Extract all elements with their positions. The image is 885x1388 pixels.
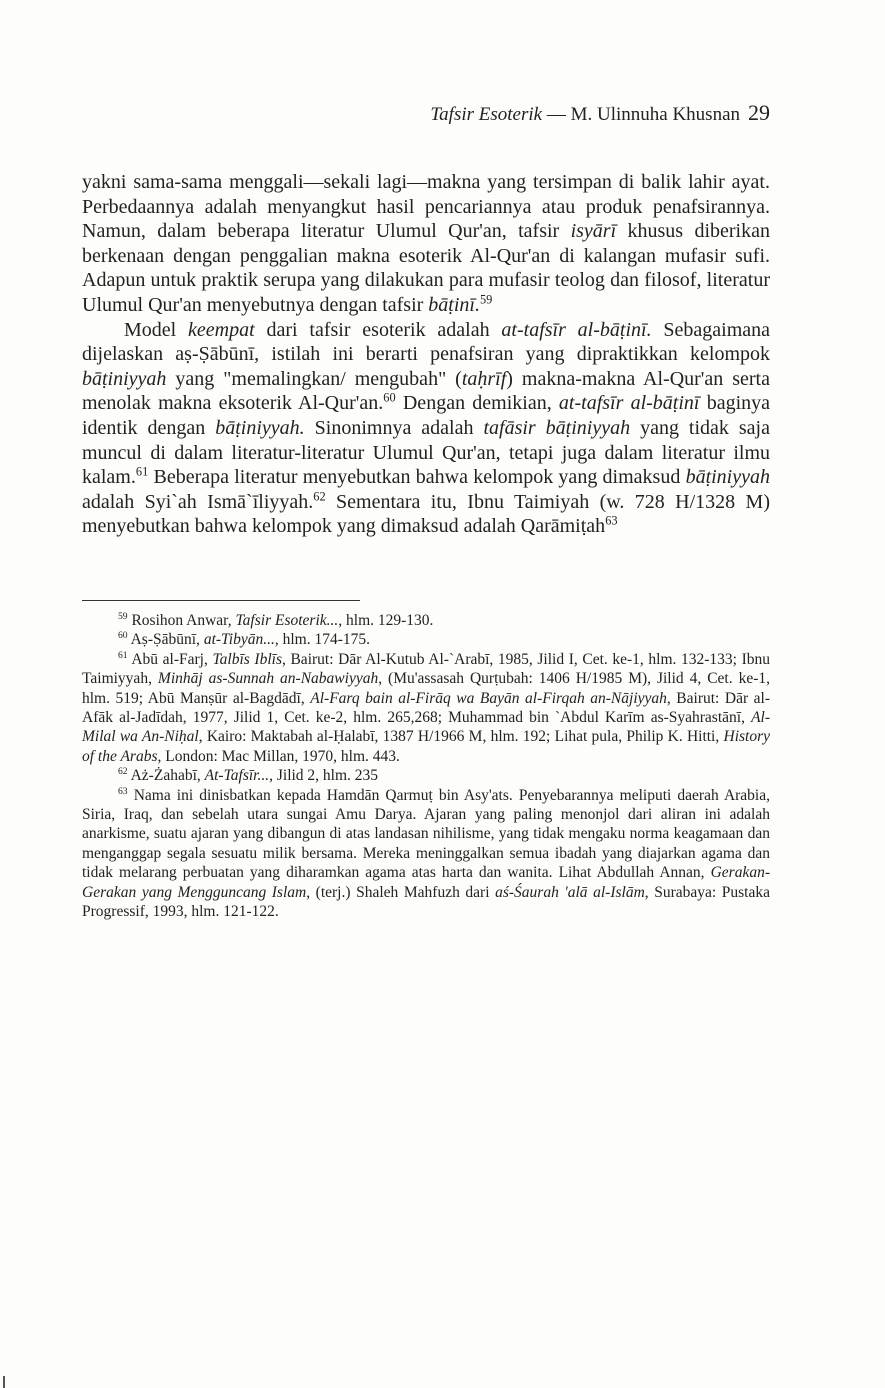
footnotes — [82, 611, 770, 922]
scan-edge-mark — [3, 1376, 5, 1388]
paragraph-2: Model keempat dari tafsir esoterik adalah at-tafsīr al-bāṭinī. Sebagaimana dijelaskan aṣ-Ṣābūnī, istilah ini berarti penafsiran yang dipraktikkan kelompok bāṭiniyyah yang "memalingkan/ mengubah" (taḥrīf) makna-makna Al-Qur'an serta menolak makna eksoterik Al-Qur'an.$^{60}$ Dengan demikian, at-tafsīr al-bāṭinī baginya identik dengan bāṭiniyyah. Sinonimnya adalah tafāsir bāṭiniyyah yang tidak saja muncul di dalam literatur-literatur Ulumul Qur'an, tetapi juga dalam literatur ilmu kalam.$^{61}$ Beberapa literatur menyebutkan bahwa kelompok yang dimaksud bāṭiniyyah adalah Syi`ah Ismā`īliyyah.$^{62}$ Sementara itu, Ibnu Taimiyah (w. 728 H/1328 M) menyebutkan bahwa kelompok yang dimaksud adalah Qarāmiṭah$^{63}$ — [82, 318, 771, 538]
footnote-62: $^{62}$ Aż-Żahabī, At-Tafsīr..., Jilid 2, hlm. 235 — [118, 766, 379, 785]
page-number: 29 — [748, 100, 770, 125]
header-title: Tafsir Esoterik — [430, 104, 543, 125]
footnote-63: $^{63}$ Nama ini dinisbatkan kepada Hamdān Qarmuṭ bin Asy'ats. Penyebarannya meliputi daerah Arabia, Siria, Iraq, dan sebelah utara sungai Amu Darya. Ajaran yang paling menonjol dari aliran ini adalah anarkisme, suatu ajaran yang dibangun di atas landasan nihilisme, yang tidak mengaku norma keagamaan dan menganggap segala sesuatu milik bersama. Mereka meninggalkan semua ibadah yang diajarkan agama dan tidak melarang perbuatan yang diharamkan agama atas harta dan wanita. Lihat Abdullah Annan, Gerakan-Gerakan yang Mengguncang Islam, (terj.) Shaleh Mahfuzh dari aś-Śaurah 'alā al-Islām, Surabaya: Pustaka Progressif, 1993, hlm. 121-122. — [82, 785, 770, 920]
running-header — [82, 96, 770, 130]
footnote-ref-61[interactable]: 61 — [135, 464, 149, 479]
footnote-60: $^{60}$ Aṣ-Ṣābūnī, at-Tibyān..., hlm. 174-175. — [118, 630, 371, 649]
main-text — [82, 170, 770, 539]
footnote-61: $^{61}$ Abū al-Farj, Talbīs Iblīs, Bairut: Dār Al-Kutub Al-`Arabī, 1985, Jilid I, Cet. ke-1, hlm. 132-133; Ibnu Taimiyyah, Minhāj as-Sunnah an-Nabawiyyah, (Mu'assasah Qurṭubah: 1406 H/1985 M), Jilid 4, Cet. ke-1, hlm. 519; Abū Manṣūr al-Bagdādī, Al-Farq bain al-Firāq wa Bayān al-Firqah an-Nājiyyah, Bairut: Dār al-Afāk al-Jadīdah, 1977, Jilid 1, Cet. ke-2, hlm. 265,268; Muhammad bin `Abdul Karīm as-Syahrastānī, Al-Milal wa An-Niḥal, Kairo: Maktabah al-Ḥalabī, 1387 H/1966 M, hlm. 192; Lihat pula, Philip K. Hitti, History of the Arabs, London: Mac Millan, 1970, hlm. 443. — [82, 649, 770, 765]
footnote-ref-60[interactable]: 60 — [383, 390, 396, 405]
footnote-59: $^{59}$ Rosihon Anwar, Tafsir Esoterik..., hlm. 129-130. — [118, 610, 434, 629]
book-page — [82, 96, 770, 921]
footnote-ref-62[interactable]: 62 — [313, 489, 326, 504]
footnote-divider — [82, 600, 360, 601]
header-author: M. Ulinnuha Khusnan — [570, 104, 740, 125]
paragraph-1: yakni sama-sama menggali—sekali lagi—makna yang tersimpan di balik lahir ayat. Perbedaannya adalah menyangkut hasil pencariannya atau produk penafsirannya. Namun, dalam beberapa literatur Ulumul Qur'an, tafsir isyārī khusus diberikan berkenaan dengan penggalian makna esoterik Al-Qur'an di kalangan mufasir sufi. Adapun untuk praktik serupa yang dilakukan para mufasir teolog dan filosof, literatur Ulumul Qur'an menyebutnya dengan tafsir bāṭinī.$^{59}$ — [82, 171, 770, 316]
footnote-ref-59[interactable]: 59 — [479, 292, 493, 307]
footnote-ref-63[interactable]: 63 — [605, 513, 618, 528]
header-separator: — — [542, 104, 571, 125]
